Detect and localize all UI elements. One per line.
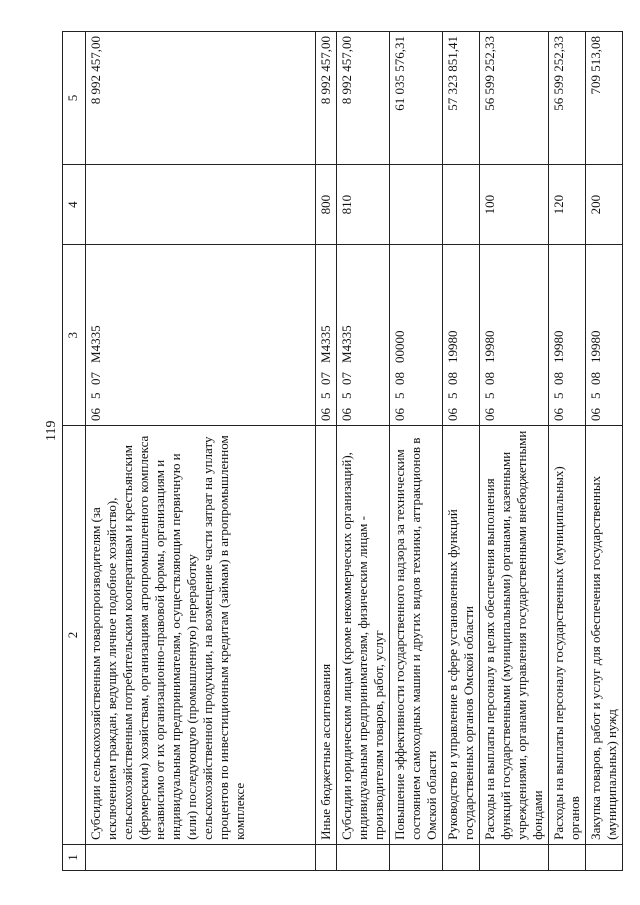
code-part-4: M4335 <box>318 325 333 363</box>
table-row <box>390 32 443 871</box>
row-num-cell <box>86 844 316 870</box>
code-part-1: 06 <box>445 407 460 421</box>
row-num-cell <box>337 844 390 870</box>
code-part-1: 06 <box>339 407 354 421</box>
row-name: Руководство и управление в сфере установленных функций государственных органов Омской области <box>443 425 480 844</box>
rotated-table-container <box>62 31 619 871</box>
row-amount: 56 599 252,33 <box>549 32 586 165</box>
row-num-cell <box>549 844 586 870</box>
code-part-4: 19980 <box>588 330 603 363</box>
code-part-1: 06 <box>88 407 103 421</box>
table-row <box>86 32 316 871</box>
code-part-4: 19980 <box>482 330 497 363</box>
row-amount: 8 992 457,00 <box>316 32 337 165</box>
code-part-3: 08 <box>551 371 566 385</box>
table-row <box>443 32 480 871</box>
code-part-3: 07 <box>88 371 103 385</box>
row-code <box>337 245 390 426</box>
row-amount: 61 035 576,31 <box>390 32 443 165</box>
row-vr <box>390 164 443 245</box>
table-row <box>586 32 623 871</box>
row-name: Расходы на выплаты персоналу в целях обеспечения выполнения функций государственными (муниципальными) органами, казенными учреждениями, органами управления государственными внебюджетными фондами <box>480 425 549 844</box>
code-part-2: 5 <box>445 392 460 399</box>
row-name: Иные бюджетные ассигнования <box>316 425 337 844</box>
row-vr <box>443 164 480 245</box>
row-vr <box>86 164 316 245</box>
code-part-2: 5 <box>339 392 354 399</box>
row-vr: 810 <box>337 164 390 245</box>
budget-table <box>62 31 623 871</box>
row-code <box>443 245 480 426</box>
code-part-2: 5 <box>318 392 333 399</box>
row-amount: 709 513,08 <box>586 32 623 165</box>
row-name: Субсидии сельскохозяйственным товаропроизводителям (за исключением граждан, ведущих личное подобное хозяйство), сельскохозяйственным потребительским кооперативам и крестьянским (фермерским) хозяйствам, организациям агропромышленного комплекса независимо от их организационно-правовой формы, организациям и индивидуальным предпринимателям, осуществляющим первичную и (или) последующую (промышленную) переработку сельскохозяйственной продукции, на возмещение части затрат на уплату процентов по инвестиционным кредитам (займам) в агропромышленном комплексе <box>86 425 316 844</box>
code-part-2: 5 <box>392 392 407 399</box>
code-part-4: M4335 <box>88 325 103 363</box>
code-part-3: 08 <box>588 371 603 385</box>
row-vr: 800 <box>316 164 337 245</box>
code-part-2: 5 <box>482 392 497 399</box>
row-code <box>480 245 549 426</box>
code-part-1: 06 <box>392 407 407 421</box>
row-amount: 56 599 252,33 <box>480 32 549 165</box>
header-col-4: 4 <box>63 164 86 245</box>
row-amount: 8 992 457,00 <box>86 32 316 165</box>
row-name: Закупка товаров, работ и услуг для обеспечения государственных (муниципальных) нужд <box>586 425 623 844</box>
code-part-2: 5 <box>588 392 603 399</box>
code-part-1: 06 <box>551 407 566 421</box>
table-row <box>480 32 549 871</box>
row-code <box>390 245 443 426</box>
row-code <box>86 245 316 426</box>
row-code <box>549 245 586 426</box>
row-code <box>316 245 337 426</box>
row-amount: 8 992 457,00 <box>337 32 390 165</box>
code-part-1: 06 <box>318 407 333 421</box>
code-part-3: 07 <box>339 371 354 385</box>
code-part-2: 5 <box>551 392 566 399</box>
code-part-1: 06 <box>588 407 603 421</box>
row-vr: 120 <box>549 164 586 245</box>
row-num-cell <box>316 844 337 870</box>
row-vr: 100 <box>480 164 549 245</box>
code-part-4: 19980 <box>551 330 566 363</box>
row-amount: 57 323 851,41 <box>443 32 480 165</box>
code-part-4: 19980 <box>445 330 460 363</box>
page-number: 119 <box>44 420 59 441</box>
code-part-3: 08 <box>392 371 407 385</box>
code-part-3: 08 <box>445 371 460 385</box>
row-num-cell <box>480 844 549 870</box>
code-part-3: 08 <box>482 371 497 385</box>
row-name: Повышение эффективности государственного надзора за техническим состоянием самоходных машин и других видов техники, аттракционов в Омской области <box>390 425 443 844</box>
row-name: Субсидии юридическим лицам (кроме некоммерческих организаций), индивидуальным предпринимателям, физическим лицам - производителям товаров, работ, услуг <box>337 425 390 844</box>
table-row <box>549 32 586 871</box>
table-row <box>316 32 337 871</box>
row-vr: 200 <box>586 164 623 245</box>
header-col-1: 1 <box>63 844 86 870</box>
row-name: Расходы на выплаты персоналу государственных (муниципальных) органов <box>549 425 586 844</box>
row-num-cell <box>586 844 623 870</box>
header-col-2: 2 <box>63 425 86 844</box>
code-part-1: 06 <box>482 407 497 421</box>
table-header-row <box>63 32 86 871</box>
header-col-3: 3 <box>63 245 86 426</box>
header-col-5: 5 <box>63 32 86 165</box>
code-part-4: 00000 <box>392 330 407 363</box>
row-num-cell <box>390 844 443 870</box>
code-part-4: M4335 <box>339 325 354 363</box>
code-part-3: 07 <box>318 371 333 385</box>
table-row <box>337 32 390 871</box>
row-num-cell <box>443 844 480 870</box>
row-code <box>586 245 623 426</box>
code-part-2: 5 <box>88 392 103 399</box>
